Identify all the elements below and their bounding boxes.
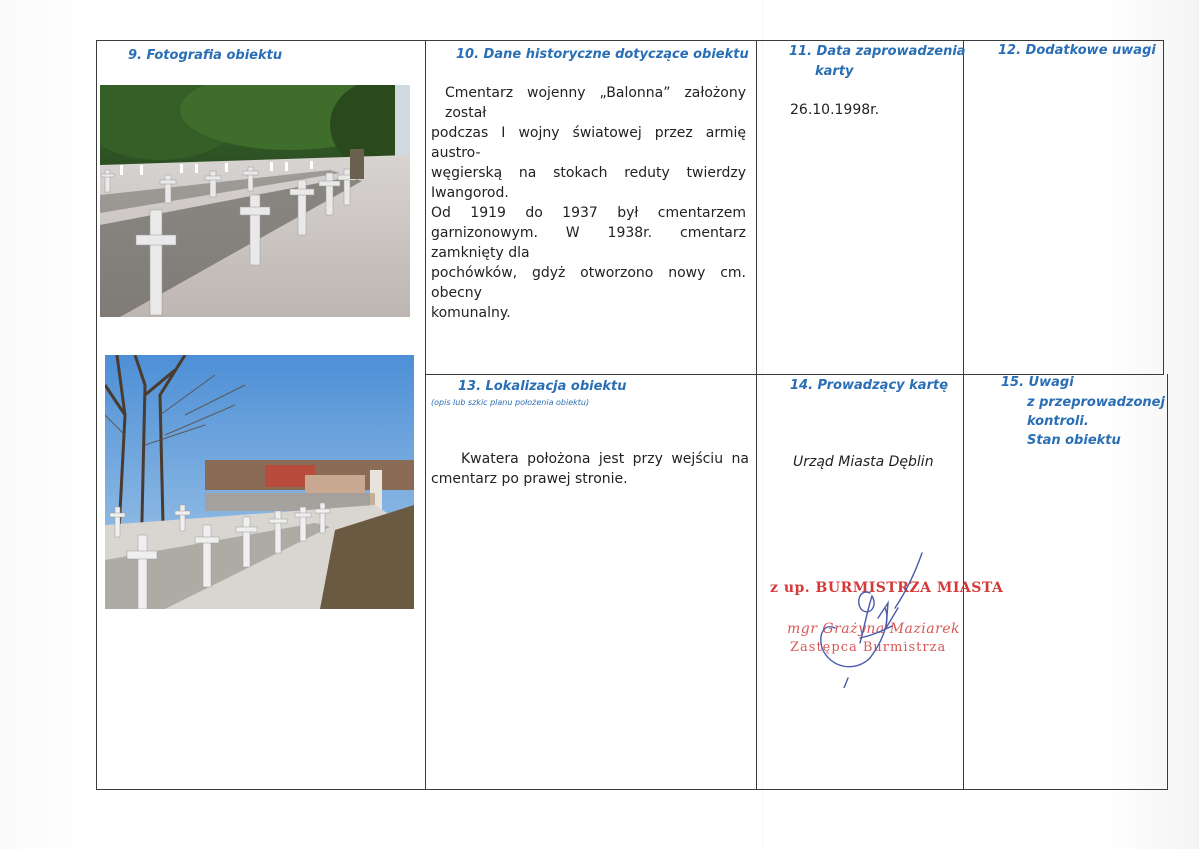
table-top-border	[96, 40, 1164, 41]
word: Kwatera	[461, 451, 519, 467]
official-stamp-line-3: Zastępca Burmistrza	[790, 640, 947, 655]
cemetery-photo-2	[105, 355, 414, 609]
location-text	[431, 449, 749, 489]
table-bottom-border	[96, 789, 1168, 790]
column-divider-1	[425, 40, 426, 790]
card-keeper-header: 14. Prowadzący kartę	[790, 378, 949, 393]
official-stamp-line-1: z up. BURMISTRZA MIASTA	[770, 580, 1004, 596]
inspection-notes-header-2: z przeprowadzonej	[1027, 395, 1165, 410]
history-line: podczas I wojny światowej przez armię austro-	[431, 125, 746, 161]
history-line: komunalny.	[431, 305, 511, 321]
inspection-notes-header-1: 15. Uwagi	[1001, 375, 1074, 390]
history-line: węgierską na stokach reduty twierdzy Iwangorod.	[431, 165, 746, 201]
cemetery-photo-1	[100, 85, 410, 317]
word: 1937	[562, 205, 598, 221]
word: był	[617, 205, 639, 221]
card-date-header-cont: karty	[815, 64, 854, 79]
column-divider-3	[963, 40, 964, 790]
word: Od	[431, 205, 451, 221]
page-fold	[762, 0, 763, 849]
history-line-words	[431, 203, 746, 223]
card-date-header: 11. Data zaprowadzenia	[789, 44, 966, 59]
word: cmentarzem	[657, 205, 746, 221]
inspection-notes-header-3: kontroli.	[1027, 414, 1089, 429]
word: wejściu	[671, 451, 724, 467]
location-section-subheader: (opis lub szkic planu położenia obiektu)	[431, 398, 590, 407]
location-line: cmentarz po prawej stronie.	[431, 471, 628, 487]
word: przy	[632, 451, 663, 467]
column-divider-2	[756, 40, 757, 790]
handwritten-signature	[800, 548, 940, 688]
table-right-border-top	[1163, 40, 1164, 374]
card-date-value: 26.10.1998r.	[790, 102, 880, 118]
table-right-border-bottom	[1167, 374, 1168, 789]
official-stamp-line-2: mgr Grażyna Maziarek	[787, 621, 961, 637]
history-line	[431, 203, 746, 223]
word: położona	[527, 451, 591, 467]
card-keeper-office: Urząd Miasta Dęblin	[793, 454, 934, 470]
word: jest	[598, 451, 625, 467]
location-section-header: 13. Lokalizacja obiektu	[458, 379, 627, 394]
history-line: Cmentarz wojenny „Balonna” założony został	[445, 85, 746, 121]
word: na	[731, 451, 749, 467]
history-section-header: 10. Dane historyczne dotyczące obiektu	[456, 47, 749, 62]
location-line-words	[461, 449, 749, 469]
word: do	[525, 205, 543, 221]
location-line	[431, 449, 749, 469]
history-line: garnizonowym. W 1938r. cmentarz zamknięty dla	[431, 225, 746, 261]
word: 1919	[470, 205, 506, 221]
history-line: pochówków, gdyż otworzono nowy cm. obecny	[431, 265, 746, 301]
table-left-border	[96, 40, 97, 790]
photo-section-header: 9. Fotografia obiektu	[128, 48, 283, 63]
additional-notes-header: 12. Dodatkowe uwagi	[998, 43, 1156, 58]
history-text	[431, 83, 746, 323]
inspection-notes-header-4: Stan obiektu	[1027, 433, 1121, 448]
